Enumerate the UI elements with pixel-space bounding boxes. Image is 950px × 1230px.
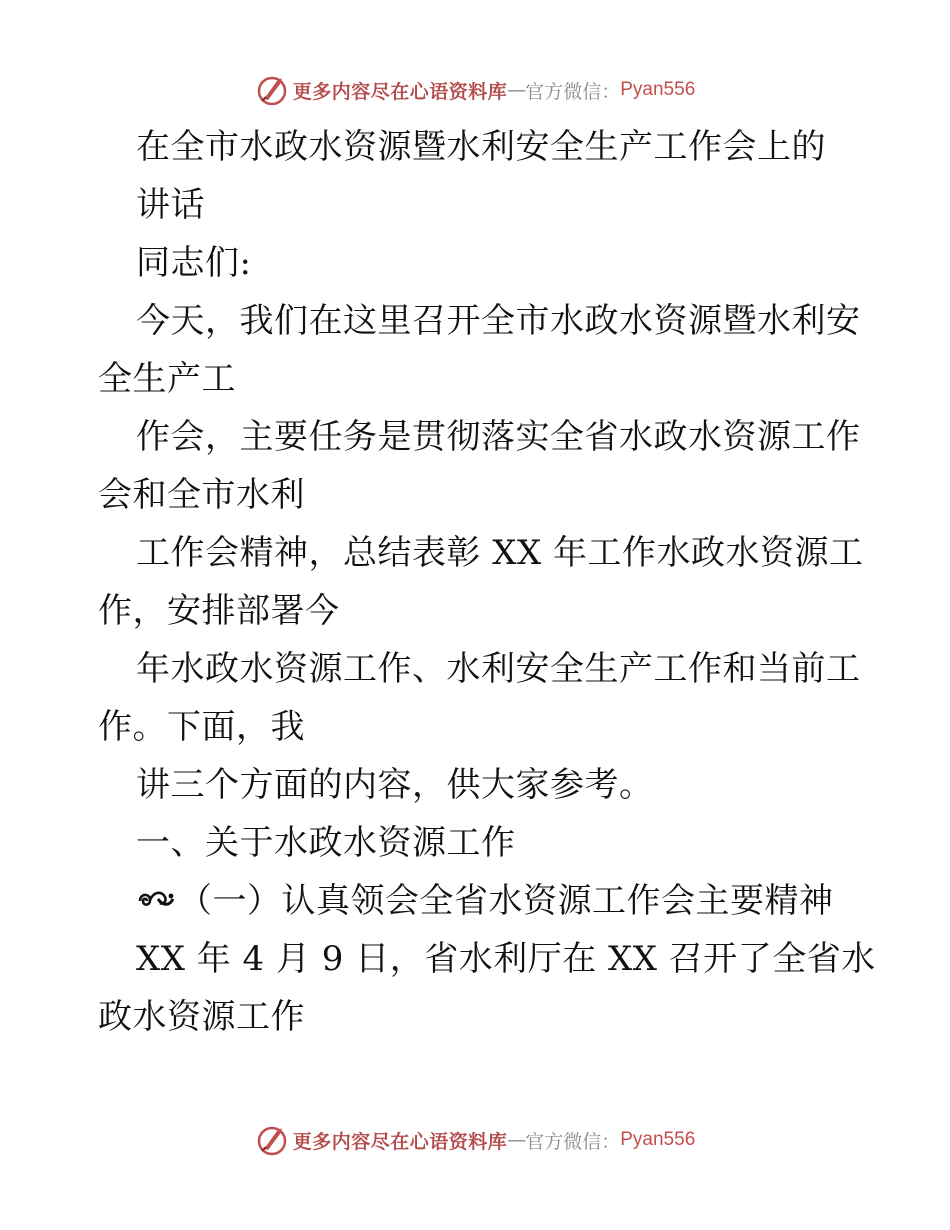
paragraph-line: 政水资源工作 [98,997,305,1037]
paragraph-line: 讲三个方面的内容，供大家参考。 [136,765,654,805]
document-title-line-1: 在全市水政水资源暨水利安全生产工作会上的 [136,127,826,167]
subsection-heading-row [98,872,858,930]
paragraph-line: 作会，主要任务是贯彻落实全省水政水资源工作 [136,417,861,457]
paragraph-line: 全生产工 [98,359,236,399]
banner-site-text: 更多内容尽在心语资料库 [292,80,508,103]
banner-wechat-label: 官方微信： [525,1130,621,1153]
paragraph-line: XX 年 4 月 9 日，省水利厅在 XX 召开了全省水 [136,939,876,979]
document-body [98,118,876,1046]
fleuron-ornament-icon [136,885,176,915]
banner-wechat-label: 官方微信： [525,80,621,103]
paragraph-line: 今天，我们在这里召开全市水政水资源暨水利安 [136,301,861,341]
document-title-line-2: 讲话 [136,185,205,225]
paragraph-line: 会和全市水利 [98,475,305,515]
paragraph-line: 年水政水资源工作、水利安全生产工作和当前工 [136,649,861,689]
quill-pen-logo-icon [255,1123,289,1157]
footer-banner [0,1120,950,1160]
salutation: 同志们: [136,243,252,283]
banner-dash: — [507,79,526,101]
banner-dash: — [507,1129,526,1151]
paragraph-line: 作。下面，我 [98,707,305,747]
banner-site-text: 更多内容尽在心语资料库 [292,1130,508,1153]
paragraph-line: 作，安排部署今 [98,591,340,631]
header-banner [0,70,950,110]
quill-pen-logo-icon [255,73,289,107]
banner-wechat-id: Pyan556 [620,79,696,100]
section-heading: 一、关于水政水资源工作 [136,823,516,863]
paragraph-line: 工作会精神，总结表彰 XX 年工作水政水资源工 [136,533,864,573]
subsection-heading-text: （一）认真领会全省水资源工作会主要精神 [178,881,834,921]
banner-wechat-id: Pyan556 [620,1129,696,1150]
